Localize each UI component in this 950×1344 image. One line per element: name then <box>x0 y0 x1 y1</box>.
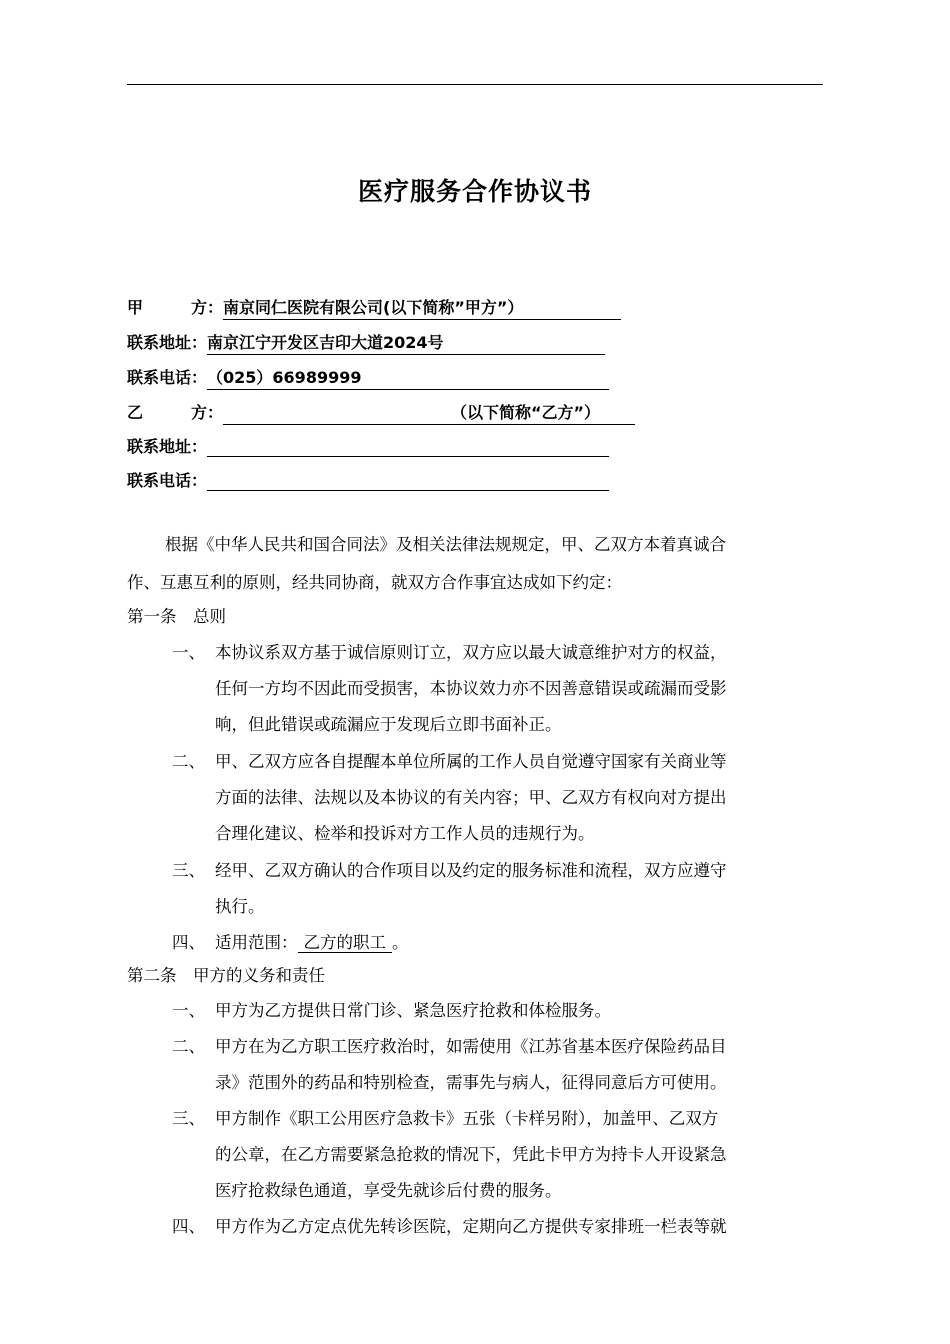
article-1-item-4-num: 四、 <box>172 933 205 952</box>
party-b-suffix: （以下简称“乙方”） <box>451 403 601 422</box>
party-a-phone-row <box>127 365 609 390</box>
document-title: 医疗服务合作协议书 <box>357 177 592 206</box>
party-a-label: 甲 方： <box>127 298 223 317</box>
article-1-item-3-line: 执行。 <box>215 897 265 916</box>
party-a-address-label: 联系地址： <box>127 333 208 352</box>
article-2-item-4-line: 甲方作为乙方定点优先转诊医院，定期向乙方提供专家排班一栏表等就 <box>215 1217 727 1236</box>
party-b-address-field[interactable] <box>207 438 609 457</box>
article-1-item-3-num: 三、 <box>172 861 205 880</box>
article-1-item-4-line: 适用范围： 乙方的职工 。 <box>215 933 409 952</box>
party-b-phone-row <box>127 468 609 491</box>
party-a-address: 南京江宁开发区吉印大道2024号 <box>207 330 605 355</box>
party-b-label: 乙 方： <box>127 403 223 422</box>
article-1-item-1-line: 本协议系双方基于诚信原则订立，双方应以最大诚意维护对方的权益， <box>215 643 727 662</box>
article-2-item-1-num: 一、 <box>172 1001 205 1020</box>
article-2-heading: 第二条 甲方的义务和责任 <box>127 966 325 985</box>
article-2-item-3-num: 三、 <box>172 1109 205 1128</box>
party-a-phone: （025）66989999 <box>207 365 609 390</box>
party-b-phone-field[interactable] <box>207 472 609 491</box>
article-1-item-2-line: 合理化建议、检举和投诉对方工作人员的违规行为。 <box>215 824 595 843</box>
article-1-heading: 第一条 总则 <box>127 607 226 626</box>
party-a-address-row <box>127 330 605 355</box>
article-2-item-4-num: 四、 <box>172 1217 205 1236</box>
article-2-item-3-line: 的公章，在乙方需要紧急抢救的情况下，凭此卡甲方为持卡人开设紧急 <box>215 1145 727 1164</box>
article-1-item-2-line: 甲、乙双方应各自提醒本单位所属的工作人员自觉遵守国家有关商业等 <box>215 752 727 771</box>
party-b-name-field[interactable] <box>223 400 635 425</box>
party-b-row <box>127 400 635 425</box>
article-1-item-1-line: 响，但此错误或疏漏应于发现后立即书面补正。 <box>215 715 562 734</box>
party-a-row <box>127 295 621 320</box>
party-b-address-label: 联系地址： <box>127 437 208 456</box>
article-1-item-2-line: 方面的法律、法规以及本协议的有关内容；甲、乙双方有权向对方提出 <box>215 788 727 807</box>
party-a-phone-label: 联系电话： <box>127 368 208 387</box>
article-1-item-1-num: 一、 <box>172 643 205 662</box>
scope-field[interactable]: 乙方的职工 <box>298 933 393 953</box>
party-b-phone-label: 联系电话： <box>127 471 208 490</box>
article-2-item-2-num: 二、 <box>172 1037 205 1056</box>
header-rule <box>127 84 823 85</box>
article-1-item-3-line: 经甲、乙双方确认的合作项目以及约定的服务标准和流程，双方应遵守 <box>215 861 727 880</box>
article-2-item-2-line: 录》范围外的药品和特别检查，需事先与病人，征得同意后方可使用。 <box>215 1073 727 1092</box>
preamble-line-2: 作、互惠互利的原则，经共同协商，就双方合作事宜达成如下约定： <box>127 573 622 592</box>
article-1-item-2-num: 二、 <box>172 752 205 771</box>
article-2-item-3-line: 医疗抢救绿色通道，享受先就诊后付费的服务。 <box>215 1181 562 1200</box>
article-2-item-1-line: 甲方为乙方提供日常门诊、紧急医疗抢救和体检服务。 <box>215 1001 611 1020</box>
preamble-line-1: 根据《中华人民共和国合同法》及相关法律法规规定，甲、乙双方本着真诚合 <box>165 535 726 554</box>
article-1-item-1-line: 任何一方均不因此而受损害，本协议效力亦不因善意错误或疏漏而受影 <box>215 679 727 698</box>
article-2-item-2-line: 甲方在为乙方职工医疗救治时，如需使用《江苏省基本医疗保险药品目 <box>215 1037 727 1056</box>
article-2-item-3-line: 甲方制作《职工公用医疗急救卡》五张（卡样另附），加盖甲、乙双方 <box>215 1109 719 1128</box>
party-a-name: 南京同仁医院有限公司(以下简称”甲方”） <box>223 295 621 320</box>
party-b-address-row <box>127 434 609 457</box>
scope-label: 适用范围： <box>215 933 298 952</box>
